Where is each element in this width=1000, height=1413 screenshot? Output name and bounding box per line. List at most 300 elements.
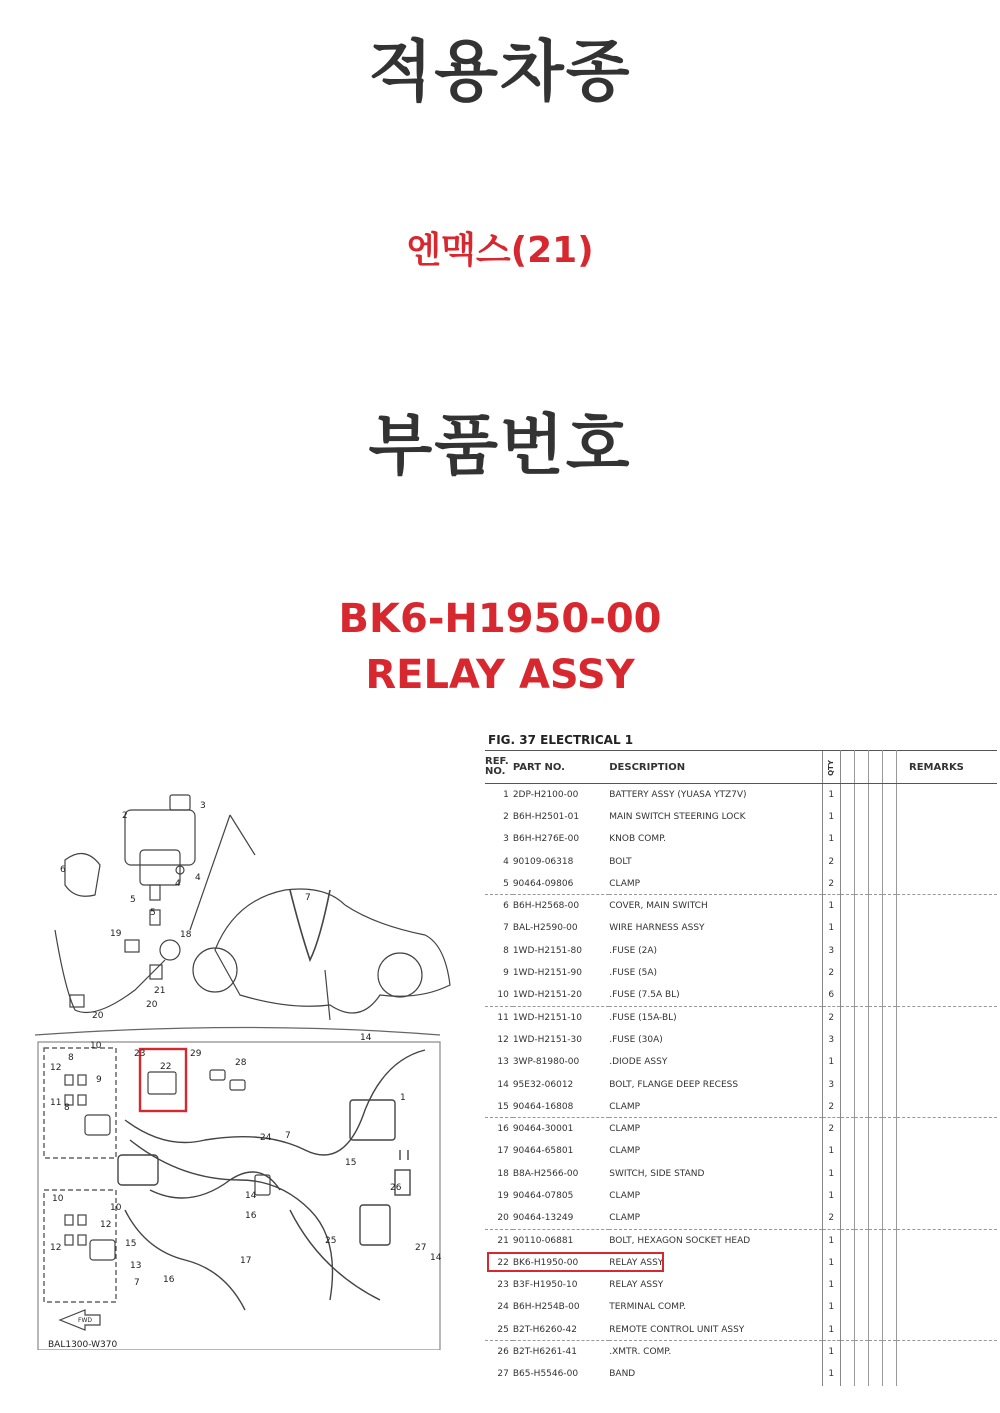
- cell-blank: [854, 1274, 868, 1296]
- cell-blank: [882, 828, 896, 850]
- cell-blank: [868, 1163, 882, 1185]
- cell-qty: 1: [822, 1274, 840, 1296]
- cell-qty: 3: [822, 1073, 840, 1095]
- cell-qty: 1: [822, 1185, 840, 1207]
- cell-part-no: B3F-H1950-10: [512, 1280, 578, 1291]
- table-row: [485, 850, 997, 872]
- cell-part-no: 1WD-H2151-10: [512, 1012, 582, 1023]
- cell-ref: 11: [497, 1012, 509, 1023]
- cell-part-no: 90110-06881: [512, 1235, 574, 1246]
- cell-part-no: B6H-H254B-00: [512, 1302, 580, 1313]
- cell-remarks: [897, 1319, 997, 1341]
- header-blank-3: [868, 751, 882, 784]
- cell-ref: 13: [497, 1057, 509, 1068]
- cell-remarks: [897, 828, 997, 850]
- cell-blank: [868, 1185, 882, 1207]
- cell-remarks: [897, 1252, 997, 1274]
- table-row: [485, 1163, 997, 1185]
- header-description: DESCRIPTION: [609, 751, 822, 784]
- cell-remarks: [897, 1229, 997, 1251]
- cell-blank: [882, 1185, 896, 1207]
- cell-qty: 1: [822, 1051, 840, 1073]
- cell-blank: [882, 1163, 896, 1185]
- cell-blank: [840, 828, 854, 850]
- table-row: [485, 784, 997, 806]
- cell-blank: [868, 1073, 882, 1095]
- callout-16b: 16: [163, 1275, 175, 1285]
- cell-blank: [882, 1341, 896, 1363]
- cell-ref: 7: [503, 923, 509, 934]
- header-remarks: REMARKS: [897, 751, 997, 784]
- cell-blank: [840, 1140, 854, 1162]
- table-row: [485, 1274, 997, 1296]
- cell-ref: 15: [485, 1096, 513, 1118]
- cell-blank: [840, 1185, 854, 1207]
- cell-remarks: [897, 784, 997, 806]
- cell-part-no: 1WD-H2151-90: [512, 968, 582, 979]
- cell-description: .DIODE ASSY: [609, 1057, 668, 1068]
- cell-blank: [854, 1229, 868, 1251]
- callout-7b: 7: [285, 1131, 291, 1141]
- callout-27: 27: [415, 1243, 427, 1253]
- cell-blank: [854, 1185, 868, 1207]
- cell-blank: [868, 1252, 882, 1274]
- cell-ref: 14: [497, 1079, 509, 1090]
- cell-part-no: 90109-06318: [512, 856, 574, 867]
- cell-blank: [854, 895, 868, 917]
- cell-blank: [854, 1319, 868, 1341]
- callout-15b: 15: [125, 1239, 137, 1249]
- cell-qty: 1: [822, 784, 840, 806]
- cell-blank: [868, 1319, 882, 1341]
- callout-7: 7: [305, 893, 311, 903]
- cell-blank: [868, 784, 882, 806]
- cell-qty: 1: [822, 1140, 840, 1162]
- cell-blank: [882, 1073, 896, 1095]
- cell-blank: [854, 984, 868, 1006]
- cell-blank: [868, 1118, 882, 1140]
- cell-qty: 1: [822, 1163, 840, 1185]
- cell-blank: [882, 784, 896, 806]
- cell-qty: 1: [822, 828, 840, 850]
- cell-part-no: 90464-07805: [512, 1190, 574, 1201]
- cell-remarks: [897, 1029, 997, 1051]
- callout-16: 16: [245, 1211, 257, 1221]
- cell-part-no: 1WD-H2151-80: [512, 945, 582, 956]
- relay-highlight: [140, 1049, 186, 1111]
- cell-qty: 2: [822, 1096, 840, 1118]
- callout-25: 25: [325, 1236, 337, 1246]
- cell-remarks: [897, 873, 997, 895]
- cell-blank: [882, 806, 896, 828]
- cell-blank: [840, 1118, 854, 1140]
- cell-remarks: [897, 1163, 997, 1185]
- cell-ref: 18: [497, 1168, 509, 1179]
- table-row: [485, 1229, 997, 1251]
- callout-10: 10: [90, 1041, 102, 1051]
- cell-blank: [854, 1051, 868, 1073]
- cell-description: BOLT: [609, 856, 632, 867]
- callout-21: 21: [154, 986, 166, 996]
- cell-description: COVER, MAIN SWITCH: [609, 901, 708, 912]
- cell-blank: [882, 962, 896, 984]
- table-row: [485, 895, 997, 917]
- table-row: [485, 984, 997, 1006]
- cell-description: RELAY ASSY: [609, 1257, 664, 1268]
- header-qty: QTY: [822, 751, 840, 784]
- callout-12b: 12: [100, 1220, 112, 1230]
- callout-18: 18: [180, 930, 192, 940]
- cell-description: SWITCH, SIDE STAND: [609, 1168, 705, 1179]
- callout-1: 1: [400, 1093, 406, 1103]
- cell-part-no: 90464-09806: [513, 873, 609, 895]
- cell-part-no: 90464-30001: [512, 1124, 574, 1135]
- callout-29: 29: [190, 1049, 202, 1059]
- cell-blank: [868, 1274, 882, 1296]
- cell-ref: 24: [497, 1302, 509, 1313]
- part-title: 부품번호: [368, 407, 632, 484]
- cell-remarks: [897, 1296, 997, 1318]
- cell-blank: [854, 962, 868, 984]
- header-blank-1: [840, 751, 854, 784]
- cell-qty: 1: [822, 895, 840, 917]
- cell-description: .FUSE (2A): [609, 945, 658, 956]
- cell-blank: [882, 1140, 896, 1162]
- table-row: [485, 1319, 997, 1341]
- callout-20b: 20: [92, 1011, 104, 1021]
- cell-part-no: B8A-H2566-00: [512, 1168, 579, 1179]
- cell-qty: 1: [822, 1296, 840, 1318]
- cell-blank: [840, 940, 854, 962]
- cell-blank: [868, 1006, 882, 1028]
- cell-blank: [882, 1051, 896, 1073]
- cell-part-no: 95E32-06012: [512, 1079, 574, 1090]
- cell-remarks: [897, 917, 997, 939]
- cell-blank: [882, 1118, 896, 1140]
- header-ref: REF. NO.: [485, 751, 513, 784]
- cell-blank: [868, 895, 882, 917]
- cell-blank: [854, 784, 868, 806]
- callout-13: 13: [130, 1261, 142, 1271]
- cell-ref: 23: [497, 1280, 509, 1291]
- callout-3: 3: [200, 801, 206, 811]
- cell-blank: [868, 1363, 882, 1385]
- callout-14c: 14: [430, 1253, 442, 1263]
- cell-remarks: [897, 940, 997, 962]
- cell-qty: 2: [822, 850, 840, 872]
- table-row: [485, 917, 997, 939]
- cell-blank: [840, 850, 854, 872]
- wire-harness: [118, 1050, 425, 1310]
- callout-17: 17: [240, 1256, 252, 1266]
- table-row: [485, 1140, 997, 1162]
- cell-description: .FUSE (5A): [609, 968, 658, 979]
- cell-blank: [840, 1229, 854, 1251]
- selected-row-highlight: [487, 1252, 664, 1272]
- cell-blank: [854, 1006, 868, 1028]
- cell-blank: [868, 850, 882, 872]
- cell-remarks: [897, 1096, 997, 1118]
- cell-ref: 6: [503, 901, 509, 912]
- cell-blank: [840, 1073, 854, 1095]
- cell-blank: [882, 1274, 896, 1296]
- cell-blank: [868, 1140, 882, 1162]
- cell-qty: 2: [822, 873, 840, 895]
- cell-description: .FUSE (15A-BL): [609, 1012, 677, 1023]
- svg-text:FWD: FWD: [78, 1317, 93, 1324]
- cell-description: BOLT, FLANGE DEEP RECESS: [609, 1079, 739, 1090]
- callout-28: 28: [235, 1058, 247, 1068]
- cell-qty: 1: [822, 806, 840, 828]
- cell-part-no: 90464-65801: [512, 1146, 574, 1157]
- header-blank-2: [854, 751, 868, 784]
- table-row: [485, 940, 997, 962]
- cell-blank: [840, 1029, 854, 1051]
- cell-qty: 1: [822, 917, 840, 939]
- cell-blank: [868, 1096, 882, 1118]
- cell-description: CLAMP: [609, 1190, 641, 1201]
- parts-table-body: [485, 784, 997, 1386]
- cell-ref: 26: [497, 1347, 509, 1358]
- cell-part-no: 3WP-81980-00: [512, 1057, 580, 1068]
- callout-14: 14: [360, 1033, 372, 1043]
- cell-description: WIRE HARNESS ASSY: [609, 923, 705, 934]
- callout-12: 12: [50, 1063, 62, 1073]
- cell-blank: [868, 806, 882, 828]
- cell-part-no: 2DP-H2100-00: [512, 789, 579, 800]
- cell-description: CLAMP: [609, 873, 822, 895]
- cell-description: CLAMP: [609, 1207, 822, 1229]
- cell-part-no: B65-H5546-00: [512, 1369, 579, 1380]
- cell-blank: [840, 873, 854, 895]
- cell-remarks: [897, 984, 997, 1006]
- cell-description: .FUSE (7.5A BL): [609, 984, 822, 1006]
- callout-24: 24: [260, 1133, 272, 1143]
- cell-blank: [840, 1096, 854, 1118]
- cell-blank: [840, 1006, 854, 1028]
- cell-part-no: B6H-H276E-00: [512, 834, 580, 845]
- table-row: [485, 1296, 997, 1318]
- callout-6: 6: [60, 865, 66, 875]
- cell-blank: [854, 917, 868, 939]
- cell-blank: [868, 1341, 882, 1363]
- cell-qty: 1: [822, 1341, 840, 1363]
- cell-ref: 20: [485, 1207, 513, 1229]
- cell-description: REMOTE CONTROL UNIT ASSY: [609, 1319, 822, 1341]
- cell-blank: [868, 873, 882, 895]
- apply-title: 적용차종: [368, 33, 632, 110]
- cell-qty: 1: [822, 1363, 840, 1385]
- cell-blank: [840, 1296, 854, 1318]
- cell-blank: [868, 940, 882, 962]
- cell-remarks: [897, 1118, 997, 1140]
- cell-blank: [882, 1229, 896, 1251]
- header-part-no: PART NO.: [513, 751, 609, 784]
- cell-blank: [868, 828, 882, 850]
- cell-blank: [882, 1296, 896, 1318]
- cell-blank: [854, 806, 868, 828]
- cell-qty: 3: [822, 1029, 840, 1051]
- cell-blank: [868, 1229, 882, 1251]
- cell-blank: [840, 1319, 854, 1341]
- cell-description: .XMTR. COMP.: [609, 1347, 672, 1358]
- cell-blank: [854, 1029, 868, 1051]
- cell-description: CLAMP: [609, 1124, 641, 1135]
- callout-23: 23: [134, 1049, 146, 1059]
- cell-blank: [882, 1319, 896, 1341]
- cell-blank: [854, 940, 868, 962]
- cell-ref: 5: [485, 873, 513, 895]
- cell-qty: 2: [822, 1118, 840, 1140]
- cell-blank: [854, 1296, 868, 1318]
- callout-22: 22: [160, 1062, 172, 1072]
- cell-blank: [868, 962, 882, 984]
- callout-2: 2: [122, 811, 128, 821]
- cell-blank: [868, 1296, 882, 1318]
- cell-remarks: [897, 1140, 997, 1162]
- cell-qty: 1: [822, 1319, 840, 1341]
- cell-ref: 16: [497, 1124, 509, 1135]
- cell-ref: 25: [485, 1319, 513, 1341]
- cell-blank: [854, 1073, 868, 1095]
- table-row: [485, 873, 997, 895]
- cell-blank: [840, 984, 854, 1006]
- side-stand-switch: [55, 930, 180, 1013]
- callout-9: 9: [96, 1075, 102, 1085]
- cell-ref: 2: [503, 811, 509, 822]
- cell-blank: [840, 962, 854, 984]
- scooter-outline: [190, 815, 450, 1020]
- cell-qty: 1: [822, 1229, 840, 1251]
- cell-ref: 22: [497, 1257, 509, 1268]
- parts-table: [485, 750, 997, 1386]
- model-name: 엔맥스(21): [406, 230, 594, 271]
- table-row: [485, 1006, 997, 1028]
- part-number: BK6-H1950-00: [338, 596, 662, 642]
- cell-blank: [868, 984, 882, 1006]
- callout-8b: 8: [64, 1103, 70, 1113]
- cell-blank: [868, 1051, 882, 1073]
- cell-remarks: [897, 1073, 997, 1095]
- table-row: [485, 1051, 997, 1073]
- cell-blank: [854, 850, 868, 872]
- cell-part-no: B2T-H6260-42: [513, 1319, 609, 1341]
- cell-remarks: [897, 1341, 997, 1363]
- cell-blank: [840, 895, 854, 917]
- cell-part-no: BAL-H2590-00: [512, 923, 578, 934]
- cell-qty: 2: [822, 962, 840, 984]
- cell-remarks: [897, 806, 997, 828]
- callout-10b: 10: [52, 1194, 64, 1204]
- cell-description: KNOB COMP.: [609, 834, 667, 845]
- cell-blank: [840, 1252, 854, 1274]
- fuse-group: [65, 1075, 115, 1260]
- callout-11: 11: [50, 1098, 62, 1108]
- cell-description: CLAMP: [609, 1096, 822, 1118]
- cell-part-no: 90464-13249: [513, 1207, 609, 1229]
- figure-title: FIG. 37 ELECTRICAL 1: [488, 733, 634, 747]
- callout-19: 19: [110, 929, 122, 939]
- cell-ref: 1: [503, 789, 509, 800]
- cell-blank: [854, 1096, 868, 1118]
- cell-ref: 3: [503, 834, 509, 845]
- cell-qty: 3: [822, 940, 840, 962]
- cell-blank: [854, 1252, 868, 1274]
- callout-7c: 7: [134, 1278, 140, 1288]
- cell-blank: [882, 984, 896, 1006]
- cell-blank: [854, 1118, 868, 1140]
- table-header-row: [485, 751, 997, 784]
- cell-remarks: [897, 1274, 997, 1296]
- cell-ref: 9: [503, 968, 509, 979]
- cell-blank: [854, 828, 868, 850]
- callout-5b: 5: [150, 908, 156, 918]
- cell-qty: 2: [822, 1207, 840, 1229]
- cell-ref: 17: [497, 1146, 509, 1157]
- callout-10c: 10: [110, 1203, 122, 1213]
- cell-qty: 2: [822, 1006, 840, 1028]
- cell-ref: 19: [497, 1190, 509, 1201]
- table-row: [485, 1207, 997, 1229]
- callout-12c: 12: [50, 1243, 62, 1253]
- diagram-code: BAL1300-W370: [48, 1340, 118, 1350]
- cell-blank: [840, 1163, 854, 1185]
- cell-blank: [840, 1363, 854, 1385]
- cell-blank: [854, 1341, 868, 1363]
- cell-qty: 1: [822, 1252, 840, 1274]
- cell-description: CLAMP: [609, 1146, 641, 1157]
- cell-part-no: BK6-H1950-00: [512, 1257, 579, 1268]
- cell-blank: [882, 1006, 896, 1028]
- cell-blank: [882, 917, 896, 939]
- table-row: [485, 1029, 997, 1051]
- cell-remarks: [897, 895, 997, 917]
- cell-remarks: [897, 1185, 997, 1207]
- cell-blank: [882, 1029, 896, 1051]
- table-row: [485, 1185, 997, 1207]
- cell-blank: [882, 1096, 896, 1118]
- cell-blank: [840, 806, 854, 828]
- cell-blank: [882, 940, 896, 962]
- cell-description: BOLT, HEXAGON SOCKET HEAD: [609, 1235, 751, 1246]
- cell-ref: 10: [485, 984, 513, 1006]
- callout-4: 4: [175, 879, 181, 889]
- cell-description: RELAY ASSY: [609, 1280, 664, 1291]
- table-row: [485, 1341, 997, 1363]
- cell-part-no: 90464-16808: [513, 1096, 609, 1118]
- cell-blank: [854, 1140, 868, 1162]
- cell-part-no: B2T-H6261-41: [512, 1347, 578, 1358]
- cell-blank: [882, 873, 896, 895]
- table-row: [485, 1096, 997, 1118]
- callout-4b: 4: [195, 873, 201, 883]
- table-row: [485, 1073, 997, 1095]
- callout-8: 8: [68, 1053, 74, 1063]
- cell-ref: 4: [503, 856, 509, 867]
- cell-part-no: 1WD-H2151-30: [512, 1034, 582, 1045]
- table-row: [485, 828, 997, 850]
- cell-part-no: 1WD-H2151-20: [513, 984, 609, 1006]
- cell-blank: [882, 1207, 896, 1229]
- header-blank-4: [882, 751, 896, 784]
- cell-blank: [882, 895, 896, 917]
- cell-remarks: [897, 1207, 997, 1229]
- cell-remarks: [897, 1051, 997, 1073]
- cell-part-no: B6H-H2568-00: [512, 901, 580, 912]
- cell-description: MAIN SWITCH STEERING LOCK: [609, 811, 746, 822]
- cell-blank: [840, 784, 854, 806]
- table-row: [485, 1363, 997, 1385]
